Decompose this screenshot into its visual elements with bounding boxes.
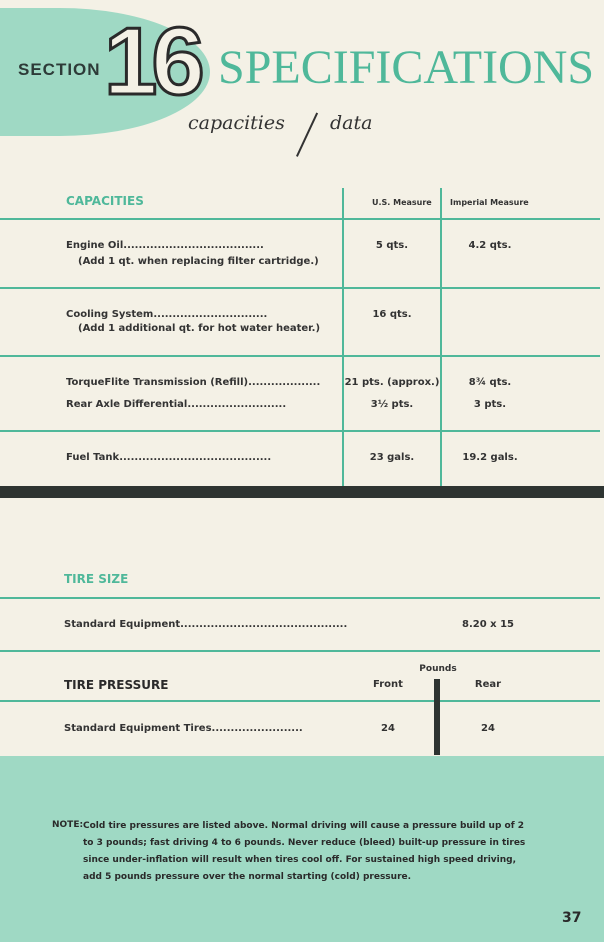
subtitle-data: data (330, 112, 373, 134)
note-label: NOTE: (52, 820, 84, 830)
subtitle-capacities: capacities (188, 112, 285, 134)
cooling-system-label: Cooling System.............................. (66, 309, 268, 320)
transmission-us: 21 pts. (approx.) (344, 377, 440, 388)
section-number: 16 (104, 8, 199, 115)
rear-column-header: Rear (474, 679, 502, 690)
rear-axle-us: 3½ pts. (370, 399, 414, 410)
divider (0, 650, 600, 652)
tire-size-heading: TIRE SIZE (64, 572, 129, 586)
rear-pressure-value: 24 (481, 723, 495, 734)
divider (0, 700, 600, 702)
note-text: Cold tire pressures are listed above. Normal driving will cause a pressure build up of 2 to 3 pounds; fast driving 4 to 6 pounds. Never reduce (bleed) built-up pressure in tires since under-inflation will result when tires cool off. For sustained high speed driving, add 5 pounds pressure over the normal starting (cold) pressure. (83, 821, 526, 882)
divider (0, 287, 600, 289)
rear-axle-label: Rear Axle Differential.......................... (66, 399, 287, 410)
subtitle-slash (296, 112, 318, 156)
column-divider (342, 188, 344, 486)
rear-axle-imperial: 3 pts. (473, 399, 507, 410)
capacities-heading: CAPACITIES (66, 194, 144, 208)
divider (0, 597, 600, 599)
engine-oil-imperial: 4.2 qts. (468, 240, 512, 251)
section-separator-bar (0, 486, 604, 498)
engine-oil-label: Engine Oil..................................... (66, 240, 264, 251)
pressure-column-divider (434, 679, 440, 755)
cooling-system-us: 16 qts. (372, 309, 412, 320)
engine-oil-us: 5 qts. (375, 240, 409, 251)
tire-size-value: 8.20 x 15 (461, 619, 514, 630)
us-measure-header: U.S. Measure (372, 198, 432, 207)
pressure-units-label: Pounds (419, 664, 457, 674)
transmission-label: TorqueFlite Transmission (Refill)................... (66, 377, 321, 388)
page-number: 37 (562, 910, 582, 926)
section-label: SECTION (18, 60, 101, 79)
fuel-tank-label: Fuel Tank........................................ (66, 452, 272, 463)
column-divider (440, 188, 442, 486)
divider (0, 355, 600, 357)
tire-pressure-heading: TIRE PRESSURE (64, 678, 169, 692)
divider (0, 218, 600, 220)
standard-tires-label: Standard Equipment Tires........................ (64, 723, 303, 734)
fuel-tank-us: 23 gals. (369, 452, 415, 463)
engine-oil-note: (Add 1 qt. when replacing filter cartridge.) (78, 256, 319, 267)
front-column-header: Front (373, 679, 403, 690)
front-pressure-value: 24 (381, 723, 395, 734)
page-title: SPECIFICATIONS (218, 41, 595, 94)
tire-size-label: Standard Equipment............................................ (64, 619, 348, 630)
transmission-imperial: 8¾ qts. (468, 377, 512, 388)
cooling-system-note: (Add 1 additional qt. for hot water heater.) (78, 323, 321, 334)
divider (0, 430, 600, 432)
imperial-measure-header: Imperial Measure (450, 198, 529, 207)
fuel-tank-imperial: 19.2 gals. (462, 452, 518, 463)
